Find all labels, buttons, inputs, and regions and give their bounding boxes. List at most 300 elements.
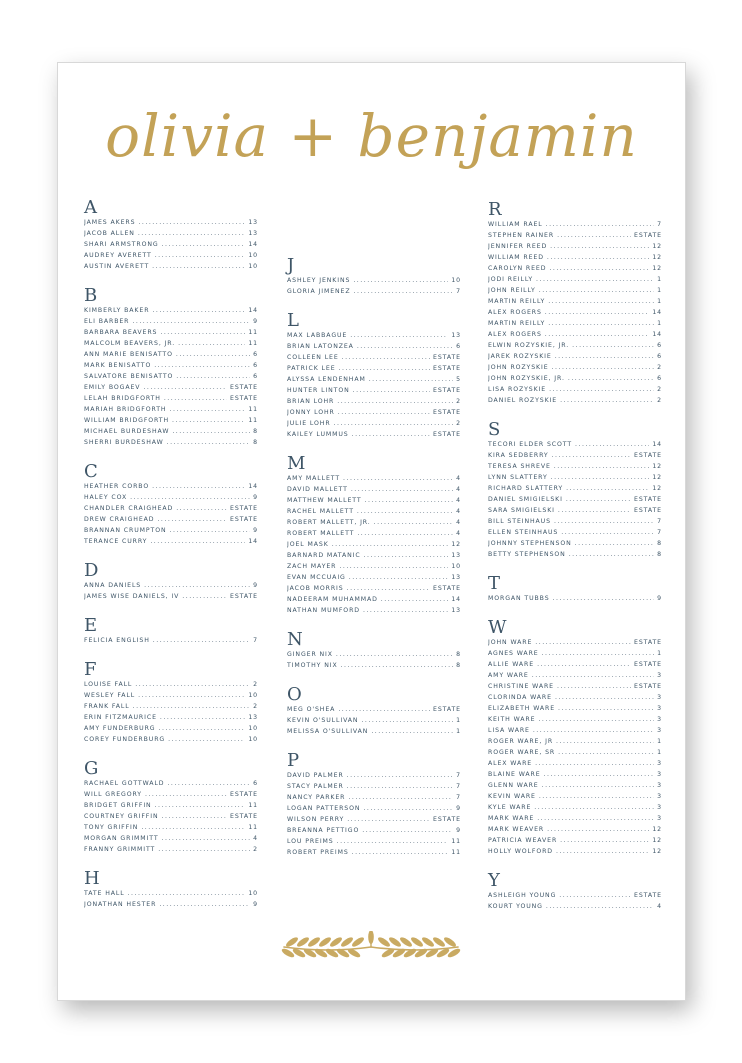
table-number: 4	[253, 835, 258, 842]
leader-dots	[558, 507, 631, 514]
guest-name: TIMOTHY NIX	[287, 662, 338, 669]
leader-dots	[353, 387, 430, 394]
table-number: 3	[657, 782, 662, 789]
guest-row	[84, 428, 258, 439]
guest-row	[84, 791, 258, 802]
table-number: 4	[657, 903, 662, 910]
table-number: 5	[456, 376, 461, 383]
guest-name: ROGER WARE, JR	[488, 738, 554, 745]
guest-name: JODI REILLY	[488, 276, 534, 283]
table-number: 8	[657, 551, 662, 558]
table-number: 9	[253, 901, 258, 908]
section-letter: B	[84, 285, 98, 306]
guest-name: KEITH WARE	[488, 716, 536, 723]
guest-name: RACHEL MALLETT	[287, 508, 354, 515]
guest-row	[84, 329, 258, 340]
table-number: ESTATE	[230, 395, 258, 402]
guest-row	[488, 672, 662, 683]
guest-row	[287, 387, 461, 398]
table-number: 11	[248, 824, 258, 831]
guest-name: JONNY LOHR	[287, 409, 335, 416]
guest-name: HOLLY WOLFORD	[488, 848, 553, 855]
guest-row	[488, 705, 662, 716]
guest-name: MAX LABBAGUE	[287, 332, 348, 339]
leader-dots	[555, 694, 654, 701]
table-number: ESTATE	[433, 387, 461, 394]
leader-dots	[159, 901, 250, 908]
guest-row	[488, 837, 662, 848]
section-letter: A	[84, 197, 97, 218]
guest-row	[488, 463, 662, 474]
section-letter: C	[84, 461, 98, 482]
leader-dots	[549, 265, 649, 272]
guest-name: ANN MARIE BENISATTO	[84, 351, 173, 358]
guest-row	[84, 406, 258, 417]
guest-name: ALEX ROGERS	[488, 331, 542, 338]
guest-row	[488, 496, 662, 507]
table-number: ESTATE	[433, 585, 461, 592]
section-l	[287, 310, 461, 442]
table-number: 12	[652, 474, 662, 481]
couple-names-title: olivia + benjamin	[105, 102, 638, 170]
table-number: 12	[652, 485, 662, 492]
guest-name: FRANNY GRIMMITT	[84, 846, 156, 853]
leader-dots	[162, 241, 246, 248]
table-number: 4	[456, 508, 461, 515]
leader-dots	[533, 727, 654, 734]
table-number: 2	[253, 681, 258, 688]
table-number: 12	[652, 463, 662, 470]
section-b	[84, 285, 258, 450]
guest-row	[287, 365, 461, 376]
guest-name: ALEX WARE	[488, 760, 533, 767]
guest-name: ERIN FITZMAURICE	[84, 714, 157, 721]
leader-dots	[547, 826, 649, 833]
guest-row	[84, 307, 258, 318]
section-d	[84, 560, 258, 604]
leader-dots	[552, 452, 631, 459]
table-number: ESTATE	[230, 593, 258, 600]
leader-dots	[343, 475, 453, 482]
table-number: 4	[456, 486, 461, 493]
table-number: 12	[652, 265, 662, 272]
guest-row	[287, 343, 461, 354]
guest-name: WILL GREGORY	[84, 791, 142, 798]
table-number: 4	[456, 530, 461, 537]
leader-dots	[552, 364, 655, 371]
leader-dots	[536, 276, 654, 283]
section-n	[287, 629, 461, 673]
guest-name: GLORIA JIMENEZ	[287, 288, 351, 295]
leader-dots	[369, 376, 453, 383]
table-number: 13	[248, 219, 258, 226]
guest-name: SARA SMIGIELSKI	[488, 507, 555, 514]
table-number: 7	[456, 772, 461, 779]
table-number: 9	[253, 318, 258, 325]
leader-dots	[349, 574, 449, 581]
leader-dots	[130, 494, 250, 501]
table-number: 6	[657, 342, 662, 349]
guest-row	[488, 265, 662, 276]
table-number: 6	[657, 353, 662, 360]
leader-dots	[554, 463, 650, 470]
section-letter: O	[287, 684, 302, 705]
guest-row	[488, 661, 662, 672]
guest-name: AMY FUNDERBURG	[84, 725, 156, 732]
section-y	[488, 870, 662, 914]
section-t	[488, 573, 662, 606]
leader-dots	[155, 802, 246, 809]
guest-row	[488, 221, 662, 232]
guest-row	[488, 650, 662, 661]
leader-dots	[352, 849, 449, 856]
table-number: 14	[652, 441, 662, 448]
guest-row	[488, 683, 662, 694]
guest-name: EMILY BOGAEV	[84, 384, 141, 391]
table-number: 3	[657, 804, 662, 811]
guest-name: DAVID MALLETT	[287, 486, 348, 493]
guest-row	[488, 738, 662, 749]
guest-row	[287, 431, 461, 442]
table-number: 7	[657, 529, 662, 536]
leader-dots	[339, 365, 431, 372]
section-letter: J	[287, 255, 295, 276]
guest-row	[287, 706, 461, 717]
guest-row	[84, 890, 258, 901]
table-number: 6	[253, 351, 258, 358]
guest-name: GLENN WARE	[488, 782, 539, 789]
leader-dots	[176, 373, 250, 380]
table-number: 8	[657, 540, 662, 547]
leader-dots	[555, 353, 654, 360]
guest-name: LOGAN PATTERSON	[287, 805, 361, 812]
leader-dots	[178, 340, 245, 347]
table-number: 2	[456, 420, 461, 427]
guest-row	[84, 219, 258, 230]
guest-name: LYNN SLATTERY	[488, 474, 548, 481]
guest-name: ASHLEIGH YOUNG	[488, 892, 557, 899]
guest-name: ANNA DANIELS	[84, 582, 142, 589]
guest-row	[287, 574, 461, 585]
table-number: ESTATE	[433, 431, 461, 438]
leader-dots	[363, 607, 448, 614]
guest-row	[488, 474, 662, 485]
guest-name: STEPHEN RAINER	[488, 232, 555, 239]
guest-name: FELICIA ENGLISH	[84, 637, 150, 644]
guest-name: ALEX ROGERS	[488, 309, 542, 316]
leader-dots	[558, 705, 654, 712]
guest-row	[84, 835, 258, 846]
leader-dots	[560, 397, 654, 404]
guest-name: KAILEY LUMMUS	[287, 431, 349, 438]
leader-dots	[144, 582, 250, 589]
leader-dots	[532, 672, 654, 679]
guest-row	[287, 596, 461, 607]
table-number: 6	[253, 780, 258, 787]
guest-name: SHARI ARMSTRONG	[84, 241, 159, 248]
table-number: 1	[657, 276, 662, 283]
guest-name: MORGAN TUBBS	[488, 595, 550, 602]
guest-name: AMY WARE	[488, 672, 529, 679]
guest-row	[488, 716, 662, 727]
table-number: 9	[253, 582, 258, 589]
guest-row	[488, 342, 662, 353]
guest-row	[84, 527, 258, 538]
guest-row	[84, 780, 258, 791]
table-number: 14	[652, 309, 662, 316]
guest-row	[84, 846, 258, 857]
guest-name: ROBERT MALLETT	[287, 530, 355, 537]
leader-dots	[170, 406, 246, 413]
leader-dots	[348, 794, 453, 801]
leader-dots	[381, 596, 449, 603]
leader-dots	[332, 541, 449, 548]
leader-dots	[537, 815, 654, 822]
table-number: 6	[456, 343, 461, 350]
leader-dots	[172, 417, 245, 424]
table-number: 10	[248, 252, 258, 259]
guest-row	[287, 519, 461, 530]
leader-dots	[357, 508, 453, 515]
table-number: 1	[657, 298, 662, 305]
section-letter: M	[287, 453, 306, 474]
leader-dots	[167, 780, 250, 787]
table-number: 6	[253, 373, 258, 380]
leader-dots	[337, 838, 449, 845]
guest-row	[84, 681, 258, 692]
leader-dots	[170, 527, 251, 534]
guest-row	[287, 563, 461, 574]
leader-dots	[152, 483, 245, 490]
leader-dots	[153, 637, 250, 644]
table-number: 3	[657, 771, 662, 778]
guest-name: LOU PREIMS	[287, 838, 334, 845]
table-number: ESTATE	[433, 409, 461, 416]
leader-dots	[538, 716, 654, 723]
leader-dots	[152, 307, 245, 314]
section-h	[84, 868, 258, 912]
leader-dots	[361, 717, 453, 724]
guest-row	[488, 760, 662, 771]
guest-row	[287, 717, 461, 728]
guest-name: MEG O'SHEA	[287, 706, 336, 713]
guest-row	[84, 483, 258, 494]
table-number: ESTATE	[230, 516, 258, 523]
guest-row	[488, 452, 662, 463]
table-number: ESTATE	[634, 661, 662, 668]
guest-name: BLAINE WARE	[488, 771, 541, 778]
guest-name: JAREK ROZYSKIE	[488, 353, 552, 360]
leader-dots	[158, 846, 250, 853]
guest-name: NANCY PARKER	[287, 794, 346, 801]
table-number: 7	[456, 783, 461, 790]
guest-row	[287, 849, 461, 860]
table-number: ESTATE	[634, 639, 662, 646]
table-number: 7	[657, 221, 662, 228]
leader-dots	[544, 771, 655, 778]
leader-dots	[351, 486, 453, 493]
guest-name: WILLIAM REED	[488, 254, 544, 261]
guest-name: JONATHAN HESTER	[84, 901, 157, 908]
leader-dots	[338, 706, 430, 713]
guest-row	[84, 813, 258, 824]
section-letter: R	[488, 199, 502, 220]
table-number: 2	[253, 846, 258, 853]
guest-name: KIRA SEDBERRY	[488, 452, 549, 459]
guest-name: JACOB ALLEN	[84, 230, 135, 237]
leader-dots	[138, 692, 245, 699]
table-number: 12	[652, 848, 662, 855]
guest-row	[488, 771, 662, 782]
leader-dots	[135, 681, 250, 688]
table-number: 4	[456, 519, 461, 526]
guest-row	[488, 694, 662, 705]
leader-dots	[548, 320, 654, 327]
table-number: 9	[253, 494, 258, 501]
table-number: 10	[248, 890, 258, 897]
guest-row	[488, 903, 662, 914]
guest-row	[488, 353, 662, 364]
leader-dots	[551, 474, 650, 481]
guest-row	[287, 805, 461, 816]
table-number: 14	[248, 241, 258, 248]
guest-row	[84, 516, 258, 527]
leader-dots	[374, 519, 454, 526]
guest-name: KOURT YOUNG	[488, 903, 543, 910]
table-number: 11	[248, 406, 258, 413]
guest-name: JOHN WARE	[488, 639, 533, 646]
guest-name: BRIAN LOHR	[287, 398, 335, 405]
table-number: ESTATE	[230, 813, 258, 820]
table-number: 3	[657, 815, 662, 822]
leader-dots	[176, 505, 227, 512]
table-number: 3	[657, 727, 662, 734]
table-number: ESTATE	[634, 683, 662, 690]
guest-name: TERANCE CURRY	[84, 538, 148, 545]
guest-name: NADEERAM MUHAMMAD	[287, 596, 378, 603]
table-number: 7	[253, 637, 258, 644]
leader-dots	[362, 827, 453, 834]
table-number: 2	[253, 703, 258, 710]
guest-row	[84, 318, 258, 329]
guest-name: ZACH MAYER	[287, 563, 337, 570]
section-letter: Y	[488, 870, 500, 891]
table-number: 12	[652, 243, 662, 250]
leader-dots	[539, 793, 654, 800]
table-number: 11	[451, 838, 461, 845]
guest-row	[488, 287, 662, 298]
guest-name: PATRICK LEE	[287, 365, 336, 372]
guest-name: EVAN MCCUAIG	[287, 574, 346, 581]
guest-name: KYLE WARE	[488, 804, 532, 811]
section-letter: D	[84, 560, 99, 581]
table-number: 11	[451, 849, 461, 856]
guest-name: FRANK FALL	[84, 703, 130, 710]
guest-row	[84, 593, 258, 604]
guest-row	[84, 824, 258, 835]
guest-row	[287, 475, 461, 486]
leader-dots	[160, 329, 245, 336]
guest-name: JOHN ROZYSKIE, JR.	[488, 375, 565, 382]
leader-dots	[138, 219, 245, 226]
guest-name: MARK BENISATTO	[84, 362, 152, 369]
guest-name: HUNTER LINTON	[287, 387, 350, 394]
leader-dots	[557, 232, 631, 239]
guest-name: MATTHEW MALLETT	[287, 497, 362, 504]
guest-row	[287, 607, 461, 618]
table-number: 11	[248, 802, 258, 809]
guest-row	[488, 320, 662, 331]
guest-row	[488, 749, 662, 760]
table-number: 9	[253, 527, 258, 534]
guest-row	[84, 703, 258, 714]
guest-name: KIMBERLY BAKER	[84, 307, 150, 314]
leader-dots	[560, 837, 649, 844]
leader-dots	[575, 540, 655, 547]
guest-name: ROBERT PREIMS	[287, 849, 349, 856]
table-number: 3	[657, 694, 662, 701]
guest-row	[488, 892, 662, 903]
table-number: 3	[657, 705, 662, 712]
section-c	[84, 461, 258, 549]
leader-dots	[363, 805, 453, 812]
table-number: 10	[248, 736, 258, 743]
guest-name: PATRICIA WEAVER	[488, 837, 558, 844]
leader-dots	[128, 890, 246, 897]
table-number: 14	[652, 331, 662, 338]
leader-dots	[553, 595, 655, 602]
leader-dots	[160, 714, 245, 721]
guest-name: AMY MALLETT	[287, 475, 341, 482]
table-number: 3	[657, 672, 662, 679]
table-number: 7	[456, 288, 461, 295]
guest-name: DANIEL ROZYSKIE	[488, 397, 558, 404]
leader-dots	[568, 375, 654, 382]
guest-name: MARK WARE	[488, 815, 535, 822]
table-number: 13	[451, 607, 461, 614]
guest-row	[287, 288, 461, 299]
leader-dots	[337, 398, 453, 405]
section-letter: S	[488, 419, 501, 440]
table-number: 1	[456, 717, 461, 724]
guest-row	[287, 662, 461, 673]
table-number: 6	[657, 375, 662, 382]
table-number: ESTATE	[433, 365, 461, 372]
guest-row	[287, 486, 461, 497]
guest-name: COREY FUNDERBURG	[84, 736, 166, 743]
guest-name: ELI BARBER	[84, 318, 130, 325]
guest-row	[287, 772, 461, 783]
guest-row	[488, 309, 662, 320]
guest-name: DREW CRAIGHEAD	[84, 516, 155, 523]
guest-row	[84, 582, 258, 593]
guest-row	[84, 340, 258, 351]
guest-row	[488, 848, 662, 859]
guest-name: WILSON PERRY	[287, 816, 345, 823]
guest-column-3	[488, 199, 662, 925]
leader-dots	[157, 516, 227, 523]
guest-name: RICHARD SLATTERY	[488, 485, 564, 492]
guest-row	[287, 827, 461, 838]
guest-column-1	[84, 197, 258, 923]
guest-name: TONY GRIFFIN	[84, 824, 139, 831]
guest-row	[84, 417, 258, 428]
guest-row	[488, 595, 662, 606]
table-number: 11	[248, 417, 258, 424]
guest-name: BETTY STEPHENSON	[488, 551, 566, 558]
leader-dots	[534, 804, 654, 811]
section-letter: H	[84, 868, 100, 889]
